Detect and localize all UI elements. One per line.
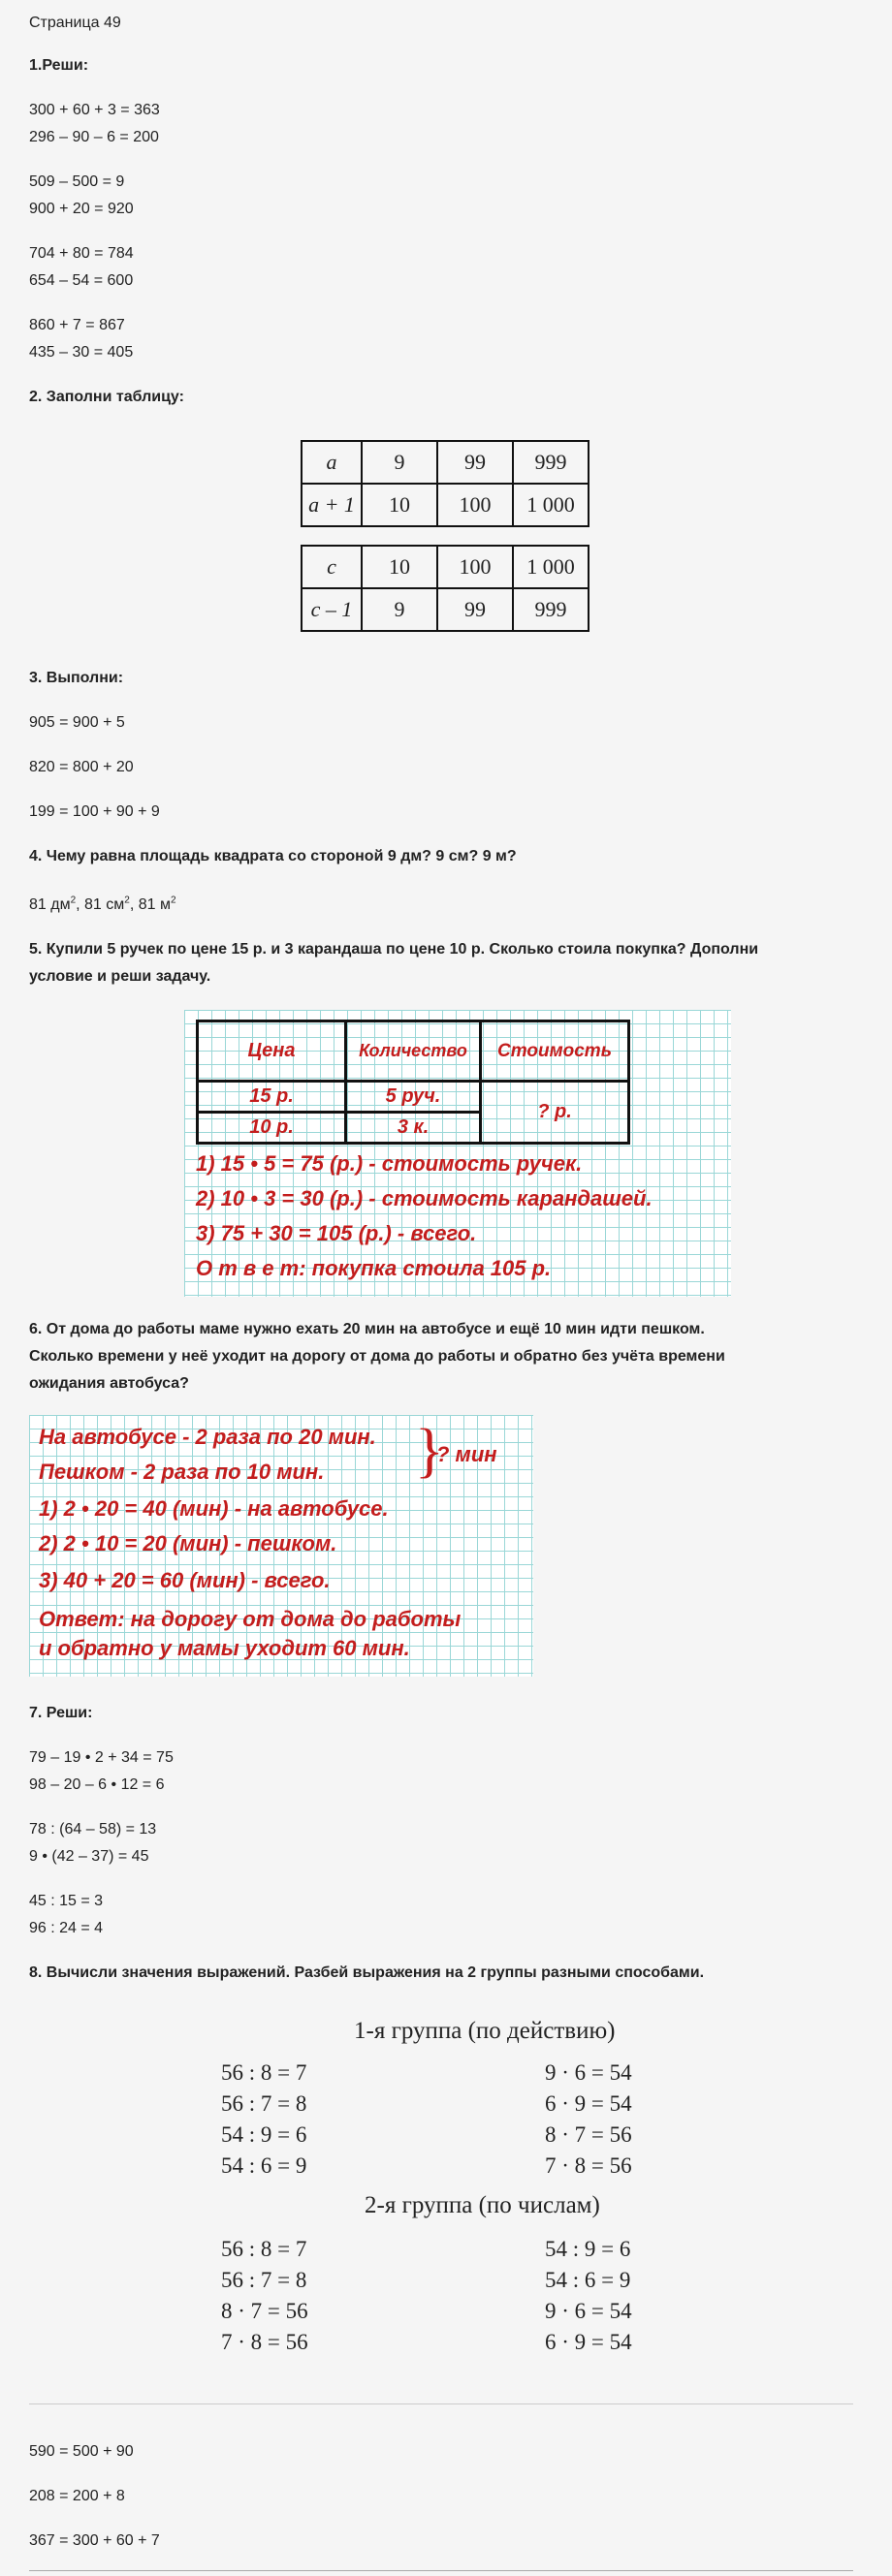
divider — [29, 2570, 853, 2571]
table-cell: 10 — [362, 484, 437, 526]
task7-title: 7. Реши: — [29, 1705, 93, 1721]
task7-line: 9 • (42 – 37) = 45 — [29, 1848, 149, 1865]
task8-title: 8. Вычисли значения выражений. Разбей выражения на 2 группы разными способами. — [29, 1964, 705, 1981]
task1-line: 860 + 7 = 867 — [29, 317, 125, 333]
task3-title: 3. Выполни: — [29, 670, 124, 686]
header-price: Цена — [198, 1021, 346, 1082]
task3-line: 820 = 800 + 20 — [29, 759, 134, 775]
group1-right: 8 · 7 = 56 — [545, 2122, 632, 2147]
table-cell: 999 — [513, 441, 589, 484]
grid-paper-task5 — [184, 1010, 731, 1297]
solution-line: 1) 2 • 20 = 40 (мин) - на автобусе. — [39, 1496, 389, 1521]
table-cell: 9 — [362, 588, 437, 631]
table-cell: 99 — [437, 588, 513, 631]
task7-line: 96 : 24 = 4 — [29, 1920, 104, 1936]
task5-title-line1: 5. Купили 5 ручек по цене 15 р. и 3 карандаша по цене 10 р. Сколько стоила покупка? Дополни — [29, 941, 759, 958]
grid-paper-task6 — [29, 1415, 533, 1677]
task7-line: 79 – 19 • 2 + 34 = 75 — [29, 1749, 174, 1766]
task3-line: 199 = 100 + 90 + 9 — [29, 803, 160, 820]
group2-left: 56 : 8 = 7 — [221, 2237, 307, 2261]
group2-left: 56 : 7 = 8 — [221, 2268, 307, 2292]
answer-line: и обратно у мамы уходит 60 мин. — [39, 1636, 410, 1660]
header-quantity: Количество — [346, 1021, 481, 1082]
group2-right: 54 : 9 = 6 — [545, 2237, 631, 2261]
group1-title: 1-я группа (по действию) — [354, 2018, 616, 2044]
group1-right: 7 · 8 = 56 — [545, 2153, 632, 2178]
table-c — [301, 545, 589, 632]
group2-right: 6 · 9 = 54 — [545, 2330, 632, 2354]
brace-question: ? мин — [436, 1442, 497, 1466]
quantity-cell: 5 руч. — [346, 1082, 481, 1113]
group2-right: 9 · 6 = 54 — [545, 2299, 632, 2323]
group1-left: 56 : 7 = 8 — [221, 2091, 307, 2116]
group1-left: 54 : 6 = 9 — [221, 2153, 307, 2178]
task1-line: 435 – 30 = 405 — [29, 344, 134, 361]
table-cell: 1 000 — [513, 484, 589, 526]
condition-line: На автобусе - 2 раза по 20 мин. — [39, 1425, 376, 1449]
task7-line: 98 – 20 – 6 • 12 = 6 — [29, 1776, 165, 1793]
divider — [29, 2403, 853, 2404]
price-table — [196, 1020, 630, 1145]
task5-title-line2: условие и реши задачу. — [29, 968, 211, 985]
table-cell: 9 — [362, 441, 437, 484]
task9-line: 208 = 200 + 8 — [29, 2488, 125, 2504]
condition-line: Пешком - 2 раза по 10 мин. — [39, 1460, 325, 1484]
table-cell: 100 — [437, 484, 513, 526]
price-cell: 10 р. — [198, 1113, 346, 1144]
curly-brace: } — [415, 1418, 444, 1484]
task6-title-line1: 6. От дома до работы маме нужно ехать 20 мин на автобусе и ещё 10 мин идти пешком. — [29, 1321, 705, 1337]
group1-left: 56 : 8 = 7 — [221, 2060, 307, 2085]
table-a — [301, 440, 589, 527]
task7-line: 45 : 15 = 3 — [29, 1893, 104, 1909]
group2-left: 7 · 8 = 56 — [221, 2330, 308, 2354]
page-title: Страница 49 — [29, 15, 121, 31]
table-cell: 100 — [437, 546, 513, 588]
group2-right: 54 : 6 = 9 — [545, 2268, 631, 2292]
solution-line: 2) 2 • 10 = 20 (мин) - пешком. — [39, 1531, 337, 1555]
solution-line: 1) 15 • 5 = 75 (р.) - стоимость ручек. — [196, 1151, 583, 1176]
task3-line: 905 = 900 + 5 — [29, 714, 125, 731]
group1-right: 6 · 9 = 54 — [545, 2091, 632, 2116]
task4-answer: 81 $дм^2$, 81 $см^2$, 81 $м^2$ — [29, 895, 176, 913]
group2-title: 2-я группа (по числам) — [365, 2192, 600, 2218]
table-cell: 99 — [437, 441, 513, 484]
task1-line: 296 – 90 – 6 = 200 — [29, 129, 159, 145]
table-cell: 10 — [362, 546, 437, 588]
header-cost: Стоимость — [481, 1021, 629, 1082]
cost-cell: ? р. — [481, 1082, 629, 1144]
group1-left: 54 : 9 = 6 — [221, 2122, 307, 2147]
task1-title: 1.Реши: — [29, 57, 89, 74]
task4-title: 4. Чему равна площадь квадрата со стороной 9 дм? 9 см? 9 м? — [29, 848, 517, 864]
table-cell: a + 1 — [302, 484, 362, 526]
solution-line: 3) 75 + 30 = 105 (р.) - всего. — [196, 1221, 477, 1245]
task1-line: 654 – 54 = 600 — [29, 272, 134, 289]
quantity-cell: 3 к. — [346, 1113, 481, 1144]
task7-line: 78 : (64 – 58) = 13 — [29, 1821, 157, 1838]
price-cell: 15 р. — [198, 1082, 346, 1113]
solution-line: 2) 10 • 3 = 30 (р.) - стоимость карандашей. — [196, 1186, 653, 1210]
task6-title-line3: ожидания автобуса? — [29, 1375, 189, 1392]
table-cell: a — [302, 441, 362, 484]
group2-left: 8 · 7 = 56 — [221, 2299, 308, 2323]
solution-line: 3) 40 + 20 = 60 (мин) - всего. — [39, 1568, 331, 1592]
table-cell: c — [302, 546, 362, 588]
table-cell: 1 000 — [513, 546, 589, 588]
task1-line: 300 + 60 + 3 = 363 — [29, 102, 160, 118]
table-cell: c – 1 — [302, 588, 362, 631]
task1-line: 704 + 80 = 784 — [29, 245, 134, 262]
task1-line: 900 + 20 = 920 — [29, 201, 134, 217]
group1-right: 9 · 6 = 54 — [545, 2060, 632, 2085]
task6-title-line2: Сколько времени у неё уходит на дорогу от дома до работы и обратно без учёта времени — [29, 1348, 725, 1365]
solution-answer: О т в е т: покупка стоила 105 р. — [196, 1256, 552, 1280]
task1-line: 509 – 500 = 9 — [29, 173, 125, 190]
task9-line: 590 = 500 + 90 — [29, 2443, 134, 2460]
task2-title: 2. Заполни таблицу: — [29, 389, 184, 405]
task9-line: 367 = 300 + 60 + 7 — [29, 2532, 160, 2549]
table-cell: 999 — [513, 588, 589, 631]
answer-line: Ответ: на дорогу от дома до работы — [39, 1607, 462, 1631]
